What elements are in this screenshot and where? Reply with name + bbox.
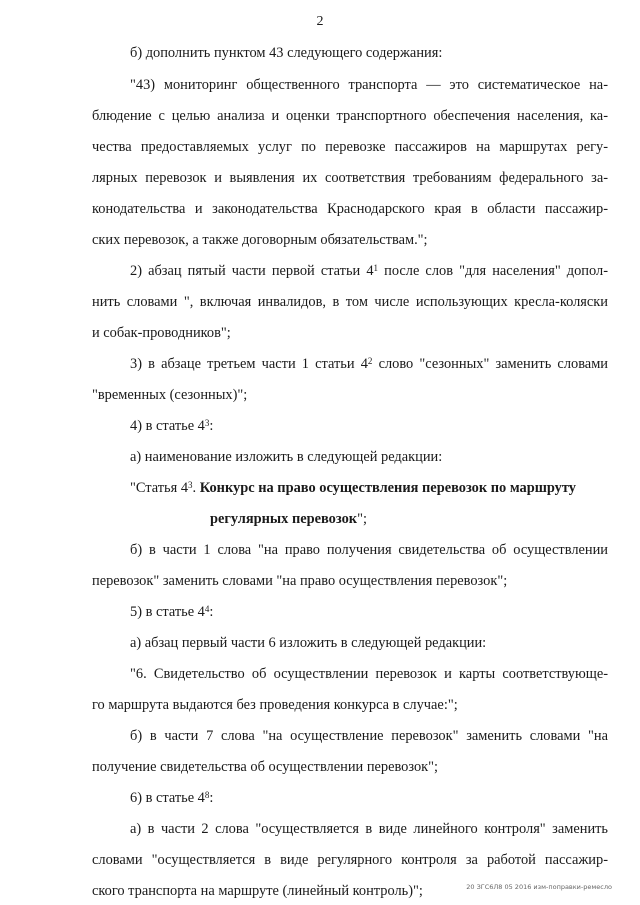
text-line: го маршрута выдаются без проведения конкурса в случае:";	[92, 697, 458, 713]
page-number: 2	[316, 14, 324, 29]
text-line: а) наименование изложить в следующей редакции:	[130, 449, 443, 465]
text-line: перевозок" заменить словами "на право осуществления перевозок";	[92, 573, 508, 589]
article-heading-line: регулярных перевозок";	[210, 511, 367, 527]
text-line: ского транспорта на маршруте (линейный контроль)";	[92, 883, 423, 899]
article-heading-line: "Статья $4^3$. Конкурс на право осуществления перевозок по маршруту	[130, 480, 576, 496]
text-line: б) в части 7 слова "на осуществление перевозок" заменить словами "на	[130, 728, 608, 744]
text-line: лярных перевозок и выявления их соответствия требованиям федерального за-	[92, 170, 608, 186]
text-line: 4) в статье $4^3$:	[130, 418, 214, 434]
text-line: конодательства и законодательства Краснодарского края в области пассажир-	[92, 201, 608, 217]
text-line: ских перевозок, а также договорным обязательствам.";	[92, 232, 428, 248]
text-line: блюдение с целью анализа и оценки транспортного обеспечения населения, ка-	[92, 108, 608, 124]
text-line: 5) в статье $4^4$:	[130, 604, 214, 620]
text-line: и собак-проводников";	[92, 325, 231, 341]
text-line: получение свидетельства об осуществлении перевозок";	[92, 759, 439, 775]
text-line: 6) в статье $4^8$:	[130, 790, 214, 806]
text-line: 2) абзац пятый части первой статьи $4^1$ после слов "для населения" допол-	[130, 263, 608, 279]
text-line: "6. Свидетельство об осуществлении перевозок и карты соответствующе-	[130, 666, 608, 682]
footer-file-reference: 20 ЗГС6Л8 05 2016 изм-поправки-ремесло	[466, 883, 612, 891]
text-line: б) дополнить пунктом 43 следующего содержания:	[130, 45, 443, 61]
text-line: "43) мониторинг общественного транспорта — это систематическое на-	[130, 77, 608, 93]
text-line: 3) в абзаце третьем части 1 статьи $4^2$ слово "сезонных" заменить словами	[130, 356, 608, 372]
text-line: а) в части 2 слова "осуществляется в виде линейного контроля" заменить	[130, 821, 608, 837]
text-line: б) в части 1 слова "на право получения свидетельства об осуществлении	[130, 542, 608, 558]
text-line: словами "осуществляется в виде регулярного контроля за работой пассажир-	[92, 852, 608, 868]
text-line: чества предоставляемых услуг по перевозке пассажиров на маршрутах регу-	[92, 139, 608, 155]
text-line: а) абзац первый части 6 изложить в следующей редакции:	[130, 635, 487, 651]
text-line: "временных (сезонных)";	[92, 387, 248, 403]
text-line: нить словами ", включая инвалидов, в том числе использующих кресла-коляски	[92, 294, 608, 310]
